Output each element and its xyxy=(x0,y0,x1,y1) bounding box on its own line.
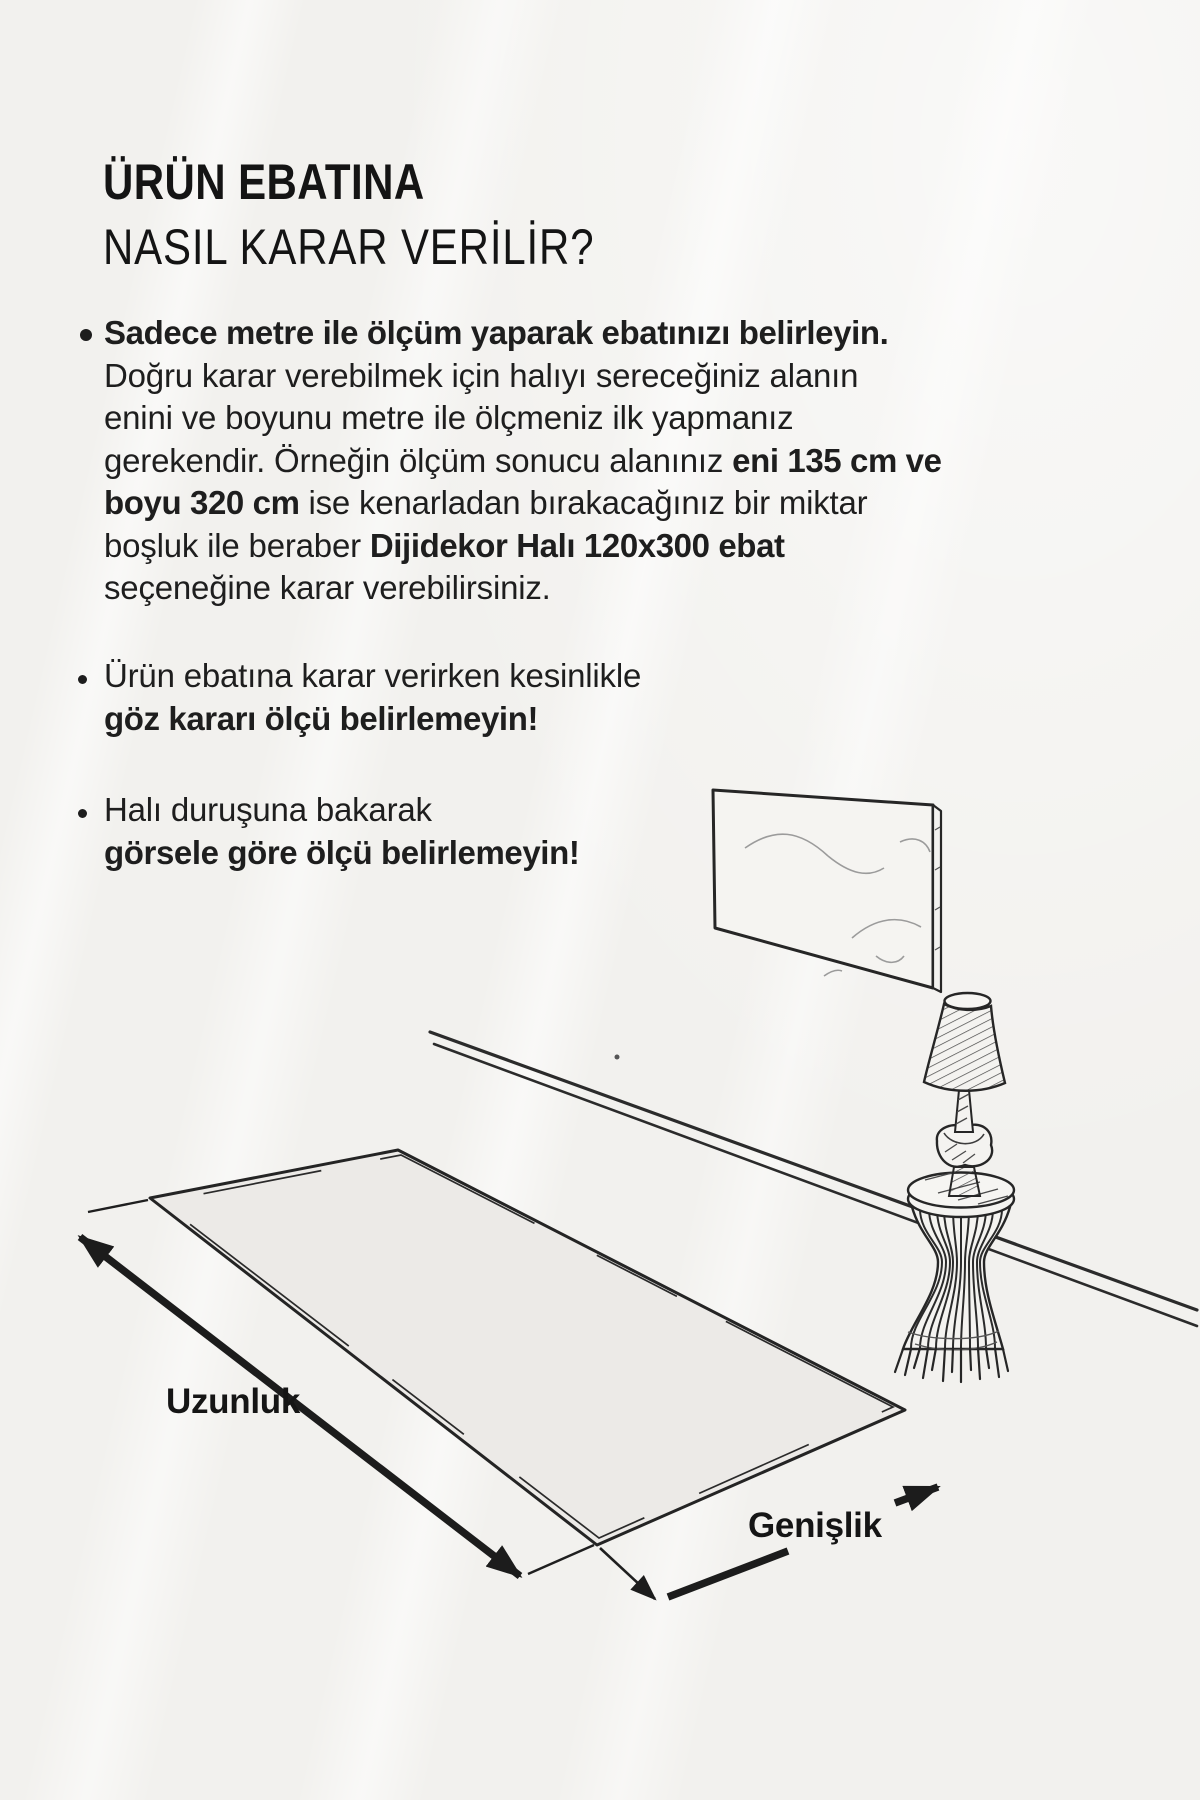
bullet-no-eyeballing: Ürün ebatına karar verirken kesinlikle göz kararı ölçü belirlemeyin! xyxy=(104,657,642,737)
rug xyxy=(150,1150,905,1545)
width-arrow-left-segment xyxy=(668,1551,788,1597)
lamp-lower-stem xyxy=(949,1167,980,1196)
table-fringe xyxy=(895,1348,1008,1382)
width-label: Genişlik xyxy=(748,1506,882,1545)
length-label: Uzunluk xyxy=(166,1382,301,1421)
bullet-no-visual-guess: Halı duruşuna bakarak görsele göre ölçü belirlemeyin! xyxy=(104,791,580,871)
length-guide-line xyxy=(88,1200,148,1212)
corner-guide-arrow xyxy=(600,1548,655,1599)
page-title-line1: ÜRÜN EBATINA xyxy=(103,154,425,210)
bullet-measure-with-meter: Sadece metre ile ölçüm yaparak ebatınızı belirleyin. Doğru karar verebilmek için halıyı sereceğiniz alanın enini ve boyunu metre ile ölçmeniz ilk yapmanız gerekendir. Örneğin ölçüm sonucu alanınız eni 135 cm ve boyu 320 cm ise kenarladan bırakacağınız bir miktar boşluk ile beraber Dijidekor Halı 120x300 ebat seçeneğine karar verebilirsiniz. xyxy=(104,314,942,606)
ink-dot xyxy=(615,1055,620,1060)
table-lamp xyxy=(924,993,1005,1196)
width-guide-line xyxy=(528,1545,594,1574)
page-title-line2: NASIL KARAR VERİLİR? xyxy=(103,219,595,275)
wall-art-frame xyxy=(713,790,941,992)
side-table xyxy=(895,1173,1014,1383)
width-arrow-right-segment xyxy=(895,1487,938,1503)
lamp-shade xyxy=(924,1004,1005,1091)
lamp-shade-top xyxy=(945,993,991,1009)
